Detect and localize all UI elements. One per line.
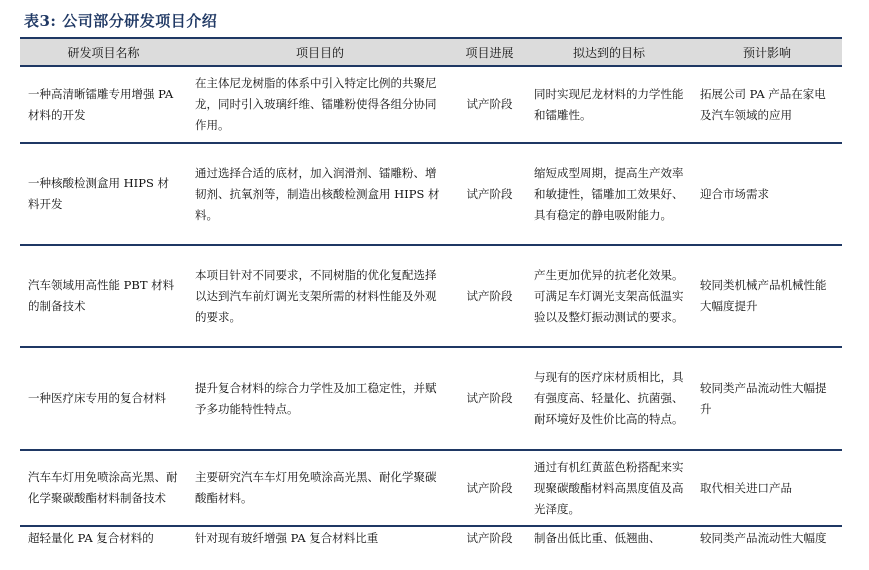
project-goal-cell: 缩短成型周期，提高生产效率和敏捷性，镭雕加工效果好、具有稳定的静电吸附能力。 [526, 143, 692, 245]
table-row [20, 347, 842, 450]
project-purpose-cell: 提升复合材料的综合力学性及加工稳定性，并赋予多功能特性特点。 [187, 347, 453, 450]
column-header-progress: 项目进展 [453, 38, 526, 66]
project-progress-cell: 试产阶段 [453, 450, 526, 526]
project-name-cell: 汽车车灯用免喷涂高光黑、耐化学聚碳酸酯材料制备技术 [20, 450, 187, 526]
project-progress-cell: 试产阶段 [466, 531, 513, 545]
project-goal-cell: 制备出低比重、低翘曲、 [534, 531, 661, 545]
table-row [20, 450, 842, 526]
rd-projects-table [20, 37, 842, 550]
project-purpose-cell: 通过选择合适的底材，加入润滑剂、镭雕粉、增韧剂、抗氧剂等，制造出核酸检测盒用 HIPS 材料。 [187, 143, 453, 245]
table-header-row [20, 38, 842, 66]
project-progress-cell: 试产阶段 [453, 66, 526, 143]
table-row [20, 245, 842, 347]
project-impact-cell: 较同类产品流动性大幅提升 [692, 347, 842, 450]
project-name-cell: 一种高清晰镭雕专用增强 PA 材料的开发 [20, 66, 187, 143]
project-goal-cell: 同时实现尼龙材料的力学性能和镭雕性。 [526, 66, 692, 143]
project-goal-cell: 通过有机红黄蓝色粉搭配来实现聚碳酸酯材料高黑度值及高光泽度。 [526, 450, 692, 526]
column-header-goal: 拟达到的目标 [526, 38, 692, 66]
table-row [20, 143, 842, 245]
project-impact-cell: 拓展公司 PA 产品在家电及汽车领域的应用 [692, 66, 842, 143]
project-name-cell: 一种核酸检测盒用 HIPS 材料开发 [20, 143, 187, 245]
project-name-cell: 汽车领域用高性能 PBT 材料的制备技术 [20, 245, 187, 347]
project-purpose-cell: 主要研究汽车车灯用免喷涂高光黑、耐化学聚碳酸酯材料。 [187, 450, 453, 526]
column-header-name: 研发项目名称 [20, 38, 187, 66]
project-progress-cell: 试产阶段 [453, 347, 526, 450]
table-row [20, 66, 842, 143]
project-impact-cell: 较同类产品流动性大幅度 [700, 531, 827, 545]
project-progress-cell: 试产阶段 [453, 143, 526, 245]
project-name-cell: 一种医疗床专用的复合材料 [20, 347, 187, 450]
project-name-cell: 超轻量化 PA 复合材料的 [28, 531, 154, 545]
project-purpose-cell: 在主体尼龙树脂的体系中引入特定比例的共聚尼龙，同时引入玻璃纤维、镭雕粉使得各组分协同作用。 [187, 66, 453, 143]
project-goal-cell: 产生更加优异的抗老化效果。可满足车灯调光支架高低温实验以及整灯振动测试的要求。 [526, 245, 692, 347]
project-impact-cell: 取代相关进口产品 [692, 450, 842, 526]
project-purpose-cell: 本项目针对不同要求，不同树脂的优化复配选择以达到汽车前灯调光支架所需的材料性能及外观的要求。 [187, 245, 453, 347]
project-progress-cell: 试产阶段 [453, 245, 526, 347]
project-impact-cell: 较同类机械产品机械性能大幅度提升 [692, 245, 842, 347]
table-row [20, 526, 842, 550]
table-title: 表3: 公司部分研发项目介绍 [24, 12, 218, 30]
project-purpose-cell: 针对现有玻纤增强 PA 复合材料比重 [195, 531, 379, 545]
project-impact-cell: 迎合市场需求 [692, 143, 842, 245]
column-header-purpose: 项目目的 [187, 38, 453, 66]
column-header-impact: 预计影响 [692, 38, 842, 66]
project-goal-cell: 与现有的医疗床材质相比，具有强度高、轻量化、抗菌强、耐环境好及性价比高的特点。 [526, 347, 692, 450]
